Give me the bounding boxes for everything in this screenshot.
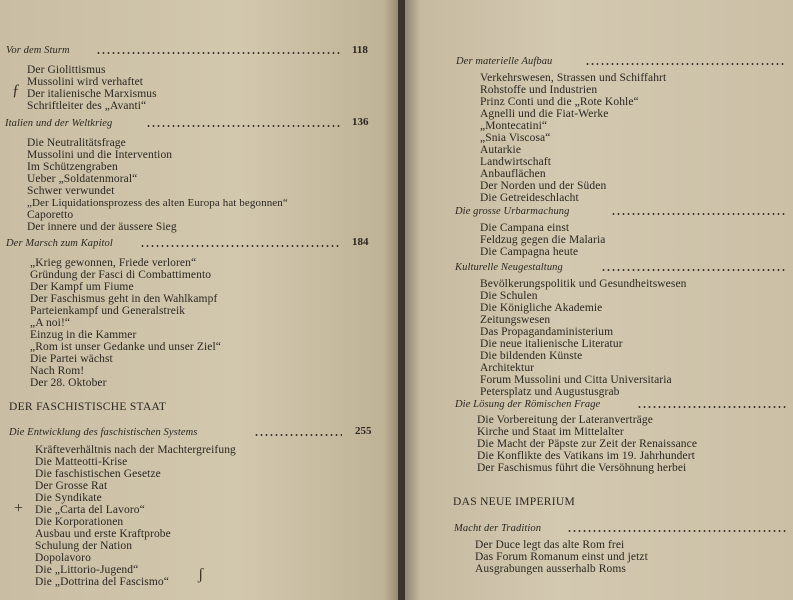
toc-entry: Forum Mussolini und Citta Universitaria [480,374,672,386]
toc-entry: Die Schulen [480,290,538,302]
toc-entry: Die „Dottrina del Fascismo“ [35,576,169,588]
toc-entry: Die Korporationen [35,516,124,528]
section-heading: Der materielle Aufbau [456,56,553,67]
toc-entry: Architektur [480,362,535,374]
toc-entry: „Snia Viscosa“ [480,132,551,144]
toc-entry: Schulung der Nation [35,540,133,552]
pencil-mark-icon: + [14,500,24,517]
toc-entry: Bevölkerungspolitik und Gesundheitswesen [480,278,687,290]
leader-dots [611,213,787,215]
toc-entry: Zeitungswesen [480,314,551,326]
toc-entry: Das Forum Romanum einst und jetzt [475,551,648,563]
toc-entry: Ueber „Soldatenmoral“ [27,173,138,185]
toc-entry: Die bildenden Künste [480,350,583,362]
toc-entry: Die faschistischen Gesetze [35,468,161,480]
page-number: 118 [352,44,368,56]
leader-dots [140,245,340,247]
toc-entry: Die Getreideschlacht [480,192,579,204]
toc-entry: Der Faschismus geht in den Wahlkampf [30,293,218,305]
toc-entry: Die Königliche Akademie [480,302,603,314]
section-heading: Der Marsch zum Kapitol [6,238,113,249]
toc-entry: Autarkie [480,144,522,156]
toc-entry: Die Konflikte des Vatikans im 19. Jahrhundert [477,450,695,462]
toc-entry: Dopolavoro [35,552,91,564]
leader-dots [601,269,787,271]
toc-entry: Der Duce legt das alte Rom frei [475,539,625,551]
toc-entry: Der Kampf um Fiume [30,281,134,293]
toc-entry: Die Matteotti-Krise [35,456,128,468]
page-number: 184 [352,236,369,248]
part-title: DAS NEUE IMPERIUM [453,496,576,508]
toc-entry: Der italienische Marxismus [27,88,157,100]
toc-entry: „Montecatini“ [480,120,548,132]
right-page [405,0,793,600]
toc-entry: Die Partei wächst [30,353,113,365]
toc-entry: Landwirtschaft [480,156,552,168]
toc-entry: Der innere und der äussere Sieg [27,221,177,233]
toc-entry: Verkehrswesen, Strassen und Schiffahrt [480,72,667,84]
leader-dots [585,63,785,65]
pencil-mark-icon: ƒ [12,82,20,99]
leader-dots [567,530,787,532]
toc-entry: Agnelli und die Fiat-Werke [480,108,609,120]
toc-entry: Die „Carta del Lavoro“ [35,504,145,516]
toc-entry: Schwer verwundet [27,185,115,197]
toc-entry: Die Syndikate [35,492,102,504]
toc-entry: Schriftleiter des „Avanti“ [27,100,147,112]
toc-entry: Kräfteverhältnis nach der Machtergreifung [35,444,236,456]
section-heading: Die Entwicklung des faschistischen Systems [9,427,198,438]
toc-entry: Parteienkampf und Generalstreik [30,305,186,317]
toc-entry: „Der Liquidationsprozess des alten Europa hat begonnen“ [27,197,288,209]
toc-entry: Die Neutralitätsfrage [27,137,126,149]
toc-entry: Nach Rom! [30,365,85,377]
leader-dots [96,52,340,54]
leader-dots [637,406,787,408]
toc-entry: Das Propagandaministerium [480,326,614,338]
toc-entry: Der Norden und der Süden [480,180,607,192]
toc-entry: Die Macht der Päpste zur Zeit der Renaissance [477,438,698,450]
toc-entry: „Rom ist unser Gedanke und unser Ziel“ [30,341,221,353]
toc-entry: Im Schützengraben [27,161,118,173]
section-heading: Die grosse Urbarmachung [455,206,570,217]
pencil-mark-icon: ʃ [198,566,204,583]
toc-entry: Die Campana einst [480,222,570,234]
section-heading: Vor dem Sturm [6,45,70,56]
toc-entry: Einzug in die Kammer [30,329,137,341]
toc-entry: Petersplatz und Augustusgrab [480,386,620,398]
toc-entry: Ausgrabungen ausserhalb Roms [475,563,626,575]
toc-entry: Die neue italienische Literatur [480,338,623,350]
leader-dots [254,434,342,436]
part-title: DER FASCHISTISCHE STAAT [9,401,167,413]
toc-entry: Caporetto [27,209,74,221]
toc-entry: „Krieg gewonnen, Friede verloren“ [30,257,197,269]
page-number: 255 [355,425,372,437]
toc-entry: Ausbau und erste Kraftprobe [35,528,171,540]
toc-entry: Die „Littorio-Jugend“ [35,564,139,576]
page-number: 136 [352,116,369,128]
section-heading: Italien und der Weltkrieg [5,118,113,129]
toc-entry: Der Grosse Rat [35,480,108,492]
toc-entry: Die Campagna heute [480,246,579,258]
leader-dots [146,125,342,127]
section-heading: Die Lösung der Römischen Frage [455,399,601,410]
toc-entry: Feldzug gegen die Malaria [480,234,606,246]
toc-entry: Gründung der Fasci di Combattimento [30,269,212,281]
toc-entry: Der 28. Oktober [30,377,107,389]
toc-entry: Prinz Conti und die „Rote Kohle“ [480,96,639,108]
section-heading: Kulturelle Neugestaltung [455,262,563,273]
toc-entry: „A noi!“ [30,317,71,329]
toc-entry: Mussolini und die Intervention [27,149,173,161]
toc-entry: Anbauflächen [480,168,546,180]
toc-entry: Kirche und Staat im Mittelalter [477,426,624,438]
section-heading: Macht der Tradition [454,523,542,534]
toc-entry: Die Vorbereitung der Lateranverträge [477,414,653,426]
toc-entry: Rohstoffe und Industrien [480,84,598,96]
toc-entry: Mussolini wird verhaftet [27,76,144,88]
toc-entry: Der Giolittismus [27,64,106,76]
toc-entry: Der Faschismus führt die Versöhnung herbei [477,462,687,474]
